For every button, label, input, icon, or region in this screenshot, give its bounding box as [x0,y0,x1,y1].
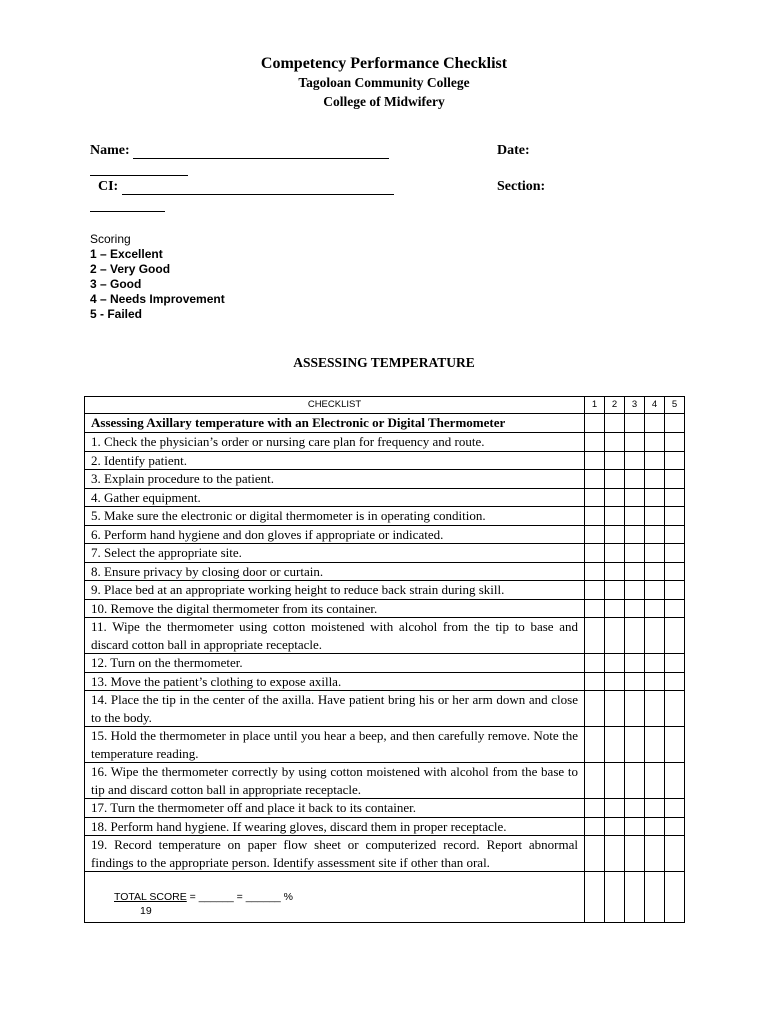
score-cell[interactable] [605,654,625,673]
score-cell[interactable] [665,672,685,691]
table-row [85,691,685,727]
score-cell[interactable] [645,763,665,799]
score-cell[interactable] [625,414,645,433]
score-column-header: 2 [605,397,625,414]
college-name: College of Midwifery [323,94,445,109]
score-cell[interactable] [625,618,645,654]
score-cell[interactable] [605,470,625,489]
table-row [85,581,685,600]
date-label: Date: [497,143,530,158]
ci-line-continued [90,211,165,212]
table-row [85,763,685,799]
score-column-header: 5 [665,397,685,414]
score-cell[interactable] [645,799,665,818]
checklist-item: 7. Select the appropriate site. [85,544,585,563]
checklist-item: 2. Identify patient. [85,451,585,470]
score-cell[interactable] [665,691,685,727]
score-cell[interactable] [625,562,645,581]
checklist-item: 16. Wipe the thermometer correctly by using cotton moistened with alcohol from the base to tip and discard cotton ball in appropriate receptacle. [85,763,585,799]
score-cell[interactable] [665,507,685,526]
score-cell[interactable] [605,691,625,727]
table-row [85,799,685,818]
score-cell[interactable] [585,525,605,544]
table-row [85,836,685,872]
name-line-continued [90,175,188,176]
scoring-item: 5 - Failed [90,307,143,321]
table-row [85,470,685,489]
scoring-legend [90,232,225,322]
score-cell[interactable] [625,525,645,544]
score-cell[interactable] [665,451,685,470]
name-label: Name: [90,143,130,158]
scoring-title: Scoring [90,232,131,246]
score-cell[interactable] [585,581,605,600]
date-field[interactable] [497,143,530,159]
score-cell[interactable] [665,727,685,763]
score-cell[interactable] [625,763,645,799]
total-score-denominator: 19 [140,905,152,917]
checklist-item: 9. Place bed at an appropriate working height to reduce back strain during skill. [85,581,585,600]
score-cell[interactable] [625,799,645,818]
checklist-item: 19. Record temperature on paper flow sheet or computerized record. Report abnormal findings to the appropriate person. Identify assessment site if other than oral. [85,836,585,872]
score-cell[interactable] [645,599,665,618]
table-row [85,672,685,691]
name-field[interactable] [90,143,389,159]
score-cell[interactable] [585,414,605,433]
total-score-formula: = ______ = ______ % [186,891,294,903]
table-row [85,817,685,836]
score-cell[interactable] [605,433,625,452]
score-cell[interactable] [665,470,685,489]
checklist-item: 5. Make sure the electronic or digital thermometer is in operating condition. [85,507,585,526]
score-cell[interactable] [625,433,645,452]
score-cell[interactable] [645,654,665,673]
score-cell[interactable] [605,581,625,600]
score-cell[interactable] [665,581,685,600]
score-cell[interactable] [625,872,645,923]
score-cell[interactable] [585,433,605,452]
score-cell[interactable] [665,817,685,836]
score-cell[interactable] [625,691,645,727]
score-cell[interactable] [605,599,625,618]
score-cell[interactable] [645,544,665,563]
table-row [85,654,685,673]
score-cell[interactable] [625,544,645,563]
score-cell[interactable] [665,836,685,872]
table-row [85,433,685,452]
score-cell[interactable] [665,414,685,433]
section-label: Section: [497,179,546,194]
score-cell[interactable] [645,691,665,727]
score-cell[interactable] [645,525,665,544]
score-cell[interactable] [665,654,685,673]
score-cell[interactable] [585,599,605,618]
score-cell[interactable] [585,836,605,872]
checklist-item: 3. Explain procedure to the patient. [85,470,585,489]
scoring-item: 3 – Good [90,277,142,291]
score-cell[interactable] [585,872,605,923]
table-row [85,525,685,544]
score-cell[interactable] [605,562,625,581]
checklist-table [84,396,685,923]
score-cell[interactable] [665,433,685,452]
score-cell[interactable] [665,799,685,818]
score-cell[interactable] [645,618,665,654]
table-row [85,488,685,507]
score-cell[interactable] [605,727,625,763]
score-cell[interactable] [605,672,625,691]
document-title: Competency Performance Checklist [260,55,508,72]
score-column-header: 1 [585,397,605,414]
name-line [133,146,389,159]
score-cell[interactable] [605,817,625,836]
checklist-item: 17. Turn the thermometer off and place it back to its container. [85,799,585,818]
score-cell[interactable] [605,451,625,470]
score-cell[interactable] [645,451,665,470]
score-cell[interactable] [645,414,665,433]
ci-line [122,182,394,195]
score-cell[interactable] [605,836,625,872]
section-field[interactable] [497,179,545,195]
checklist-item: 13. Move the patient’s clothing to expose axilla. [85,672,585,691]
score-cell[interactable] [585,799,605,818]
score-cell[interactable] [585,727,605,763]
score-cell[interactable] [665,872,685,923]
score-cell[interactable] [625,654,645,673]
scoring-item: 2 – Very Good [90,262,171,276]
score-cell[interactable] [645,672,665,691]
score-cell[interactable] [665,618,685,654]
score-cell[interactable] [585,672,605,691]
score-cell[interactable] [605,414,625,433]
score-cell[interactable] [585,817,605,836]
score-cell[interactable] [645,470,665,489]
score-cell[interactable] [585,451,605,470]
checklist-item: 1. Check the physician’s order or nursing care plan for frequency and route. [85,433,585,452]
table-row [85,562,685,581]
table-header-row [85,397,685,414]
score-cell[interactable] [645,836,665,872]
table-row [85,618,685,654]
table-row [85,599,685,618]
score-cell[interactable] [645,727,665,763]
score-cell[interactable] [585,507,605,526]
table-row [85,727,685,763]
scoring-item: 1 – Excellent [90,247,163,261]
section-title: ASSESSING TEMPERATURE [293,355,475,370]
total-score [85,872,584,918]
score-cell[interactable] [625,817,645,836]
table-row [85,451,685,470]
score-cell[interactable] [585,763,605,799]
score-cell[interactable] [605,618,625,654]
score-cell[interactable] [665,488,685,507]
score-cell[interactable] [645,817,665,836]
score-cell[interactable] [625,581,645,600]
checklist-header: CHECKLIST [85,397,585,414]
score-cell[interactable] [665,599,685,618]
score-cell[interactable] [605,488,625,507]
score-cell[interactable] [645,581,665,600]
score-cell[interactable] [665,763,685,799]
score-cell[interactable] [625,488,645,507]
score-cell[interactable] [645,872,665,923]
score-cell[interactable] [605,525,625,544]
score-cell[interactable] [625,599,645,618]
score-cell[interactable] [665,562,685,581]
score-cell[interactable] [625,507,645,526]
checklist-item: 8. Ensure privacy by closing door or curtain. [85,562,585,581]
table-row [85,544,685,563]
score-cell[interactable] [585,618,605,654]
score-cell[interactable] [665,544,685,563]
checklist-item: 12. Turn on the thermometer. [85,654,585,673]
checklist-item: 14. Place the tip in the center of the axilla. Have patient bring his or her arm down and close to the body. [85,691,585,727]
procedure-subheading: Assessing Axillary temperature with an Electronic or Digital Thermometer [85,414,585,433]
score-cell[interactable] [645,562,665,581]
score-column-header: 4 [645,397,665,414]
checklist-item: 6. Perform hand hygiene and don gloves if appropriate or indicated. [85,525,585,544]
score-cell[interactable] [605,763,625,799]
score-cell[interactable] [585,488,605,507]
score-cell[interactable] [605,799,625,818]
score-column-header: 3 [625,397,645,414]
total-cell [85,872,585,923]
score-cell[interactable] [605,872,625,923]
score-cell[interactable] [645,433,665,452]
checklist-item: 10. Remove the digital thermometer from its container. [85,599,585,618]
score-cell[interactable] [585,470,605,489]
score-cell[interactable] [625,470,645,489]
table-row [85,507,685,526]
ci-label: CI: [98,179,119,194]
total-row [85,872,685,923]
score-cell[interactable] [625,727,645,763]
checklist-item: 18. Perform hand hygiene. If wearing gloves, discard them in proper receptacle. [85,817,585,836]
checklist-item: 15. Hold the thermometer in place until you hear a beep, and then carefully remove. Note the temperature reading. [85,727,585,763]
school-name: Tagoloan Community College [298,75,470,90]
score-cell[interactable] [585,654,605,673]
score-cell[interactable] [585,544,605,563]
score-cell[interactable] [665,525,685,544]
score-cell[interactable] [625,836,645,872]
score-cell[interactable] [625,451,645,470]
checklist-item: 4. Gather equipment. [85,488,585,507]
score-cell[interactable] [605,544,625,563]
score-cell[interactable] [645,488,665,507]
total-score-label: TOTAL SCORE [114,891,187,903]
subheading-row [85,414,685,433]
score-cell[interactable] [605,507,625,526]
score-cell[interactable] [625,672,645,691]
score-cell[interactable] [645,507,665,526]
ci-field[interactable] [98,179,394,195]
checklist-item: 11. Wipe the thermometer using cotton moistened with alcohol from the tip to base and discard cotton ball in appropriate receptacle. [85,618,585,654]
scoring-item: 4 – Needs Improvement [90,292,225,306]
score-cell[interactable] [585,562,605,581]
score-cell[interactable] [585,691,605,727]
